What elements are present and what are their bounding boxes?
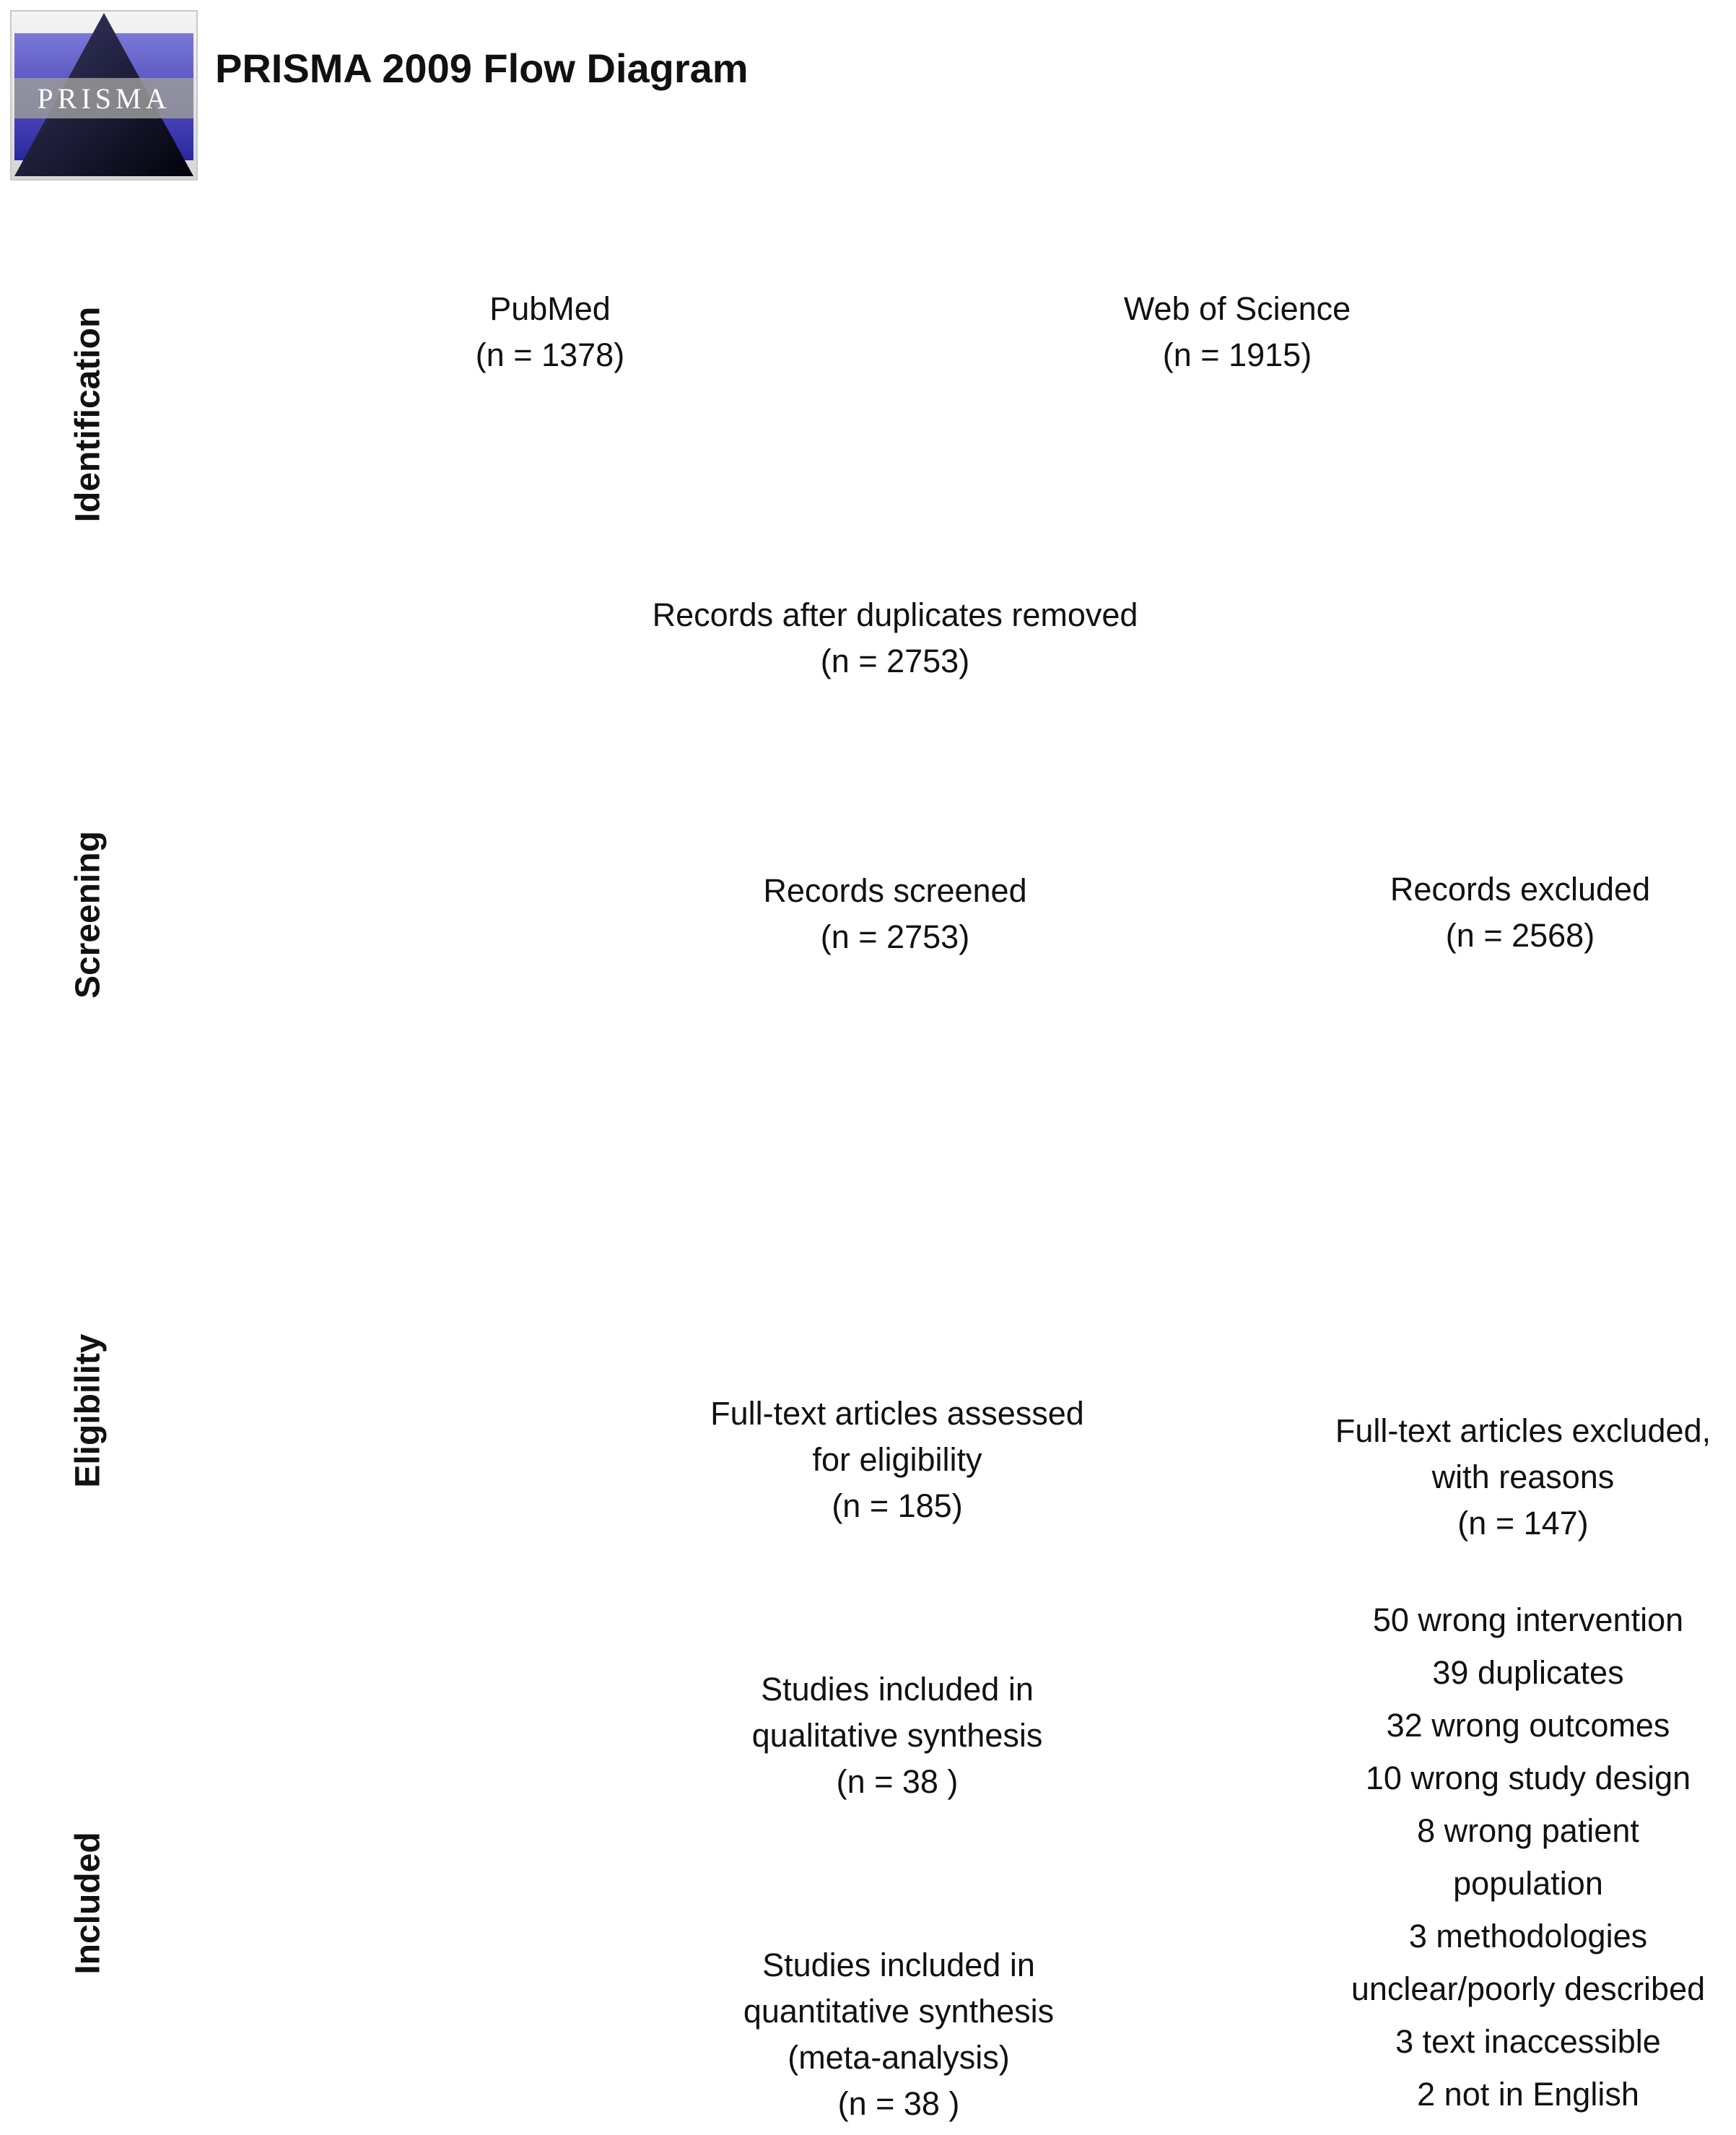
screened-label: Records screened (763, 872, 1027, 909)
prisma-logo (10, 10, 198, 181)
quantitative-line1: Studies included in (762, 1947, 1035, 1983)
box-pubmed (476, 286, 624, 378)
pubmed-count: (n = 1378) (475, 336, 625, 373)
excluded-label: Records excluded (1390, 871, 1651, 908)
exclusion-reason: 39 duplicates (1432, 1654, 1624, 1691)
exclusion-reason: 3 text inaccessible (1395, 2023, 1661, 2060)
excluded-count: (n = 2568) (1445, 917, 1595, 954)
exclusion-reason: population (1453, 1865, 1603, 1902)
fulltext-assessed-line1: Full-text articles assessed (710, 1395, 1084, 1432)
box-records-screened (763, 868, 1026, 960)
exclusion-reasons-list (1351, 1593, 1705, 2121)
quantitative-line3: (meta-analysis) (788, 2039, 1010, 2076)
qualitative-count: (n = 38 ) (836, 1763, 959, 1800)
box-web-of-science (1124, 286, 1351, 378)
box-fulltext-excluded (1335, 1408, 1711, 1547)
box-records-after-duplicates (653, 592, 1138, 684)
qualitative-line1: Studies included in (761, 1671, 1034, 1708)
quantitative-line2: quantitative synthesis (743, 1993, 1055, 2030)
web-of-science-count: (n = 1915) (1162, 336, 1312, 373)
quantitative-count: (n = 38 ) (837, 2085, 960, 2122)
exclusion-reason: 10 wrong study design (1365, 1760, 1691, 1796)
web-of-science-label: Web of Science (1123, 290, 1351, 327)
exclusion-reason: 2 not in English (1417, 2076, 1639, 2113)
box-qualitative-synthesis (752, 1666, 1043, 1805)
screened-count: (n = 2753) (820, 918, 970, 955)
after-duplicates-count: (n = 2753) (820, 643, 970, 679)
fulltext-assessed-line2: for eligibility (812, 1441, 982, 1478)
stage-label-identification: Identification (69, 306, 108, 523)
exclusion-reason: 3 methodologies (1408, 1918, 1648, 1954)
page-title: PRISMA 2009 Flow Diagram (215, 45, 749, 91)
exclusion-reason: 50 wrong intervention (1372, 1601, 1684, 1638)
fulltext-assessed-count: (n = 185) (832, 1487, 963, 1524)
stage-label-included: Included (69, 1832, 108, 1975)
fulltext-excluded-line2: with reasons (1431, 1458, 1615, 1495)
fulltext-excluded-count: (n = 147) (1457, 1505, 1589, 1542)
stage-label-screening: Screening (69, 830, 108, 999)
pubmed-label: PubMed (489, 290, 611, 327)
box-records-excluded (1390, 866, 1650, 959)
prisma-logo-graphic (12, 12, 196, 179)
exclusion-reason: 32 wrong outcomes (1386, 1707, 1670, 1744)
logo-text: PRISMA (37, 82, 171, 115)
qualitative-line2: qualitative synthesis (751, 1717, 1043, 1754)
exclusion-reason: 8 wrong patient (1417, 1812, 1639, 1849)
after-duplicates-label: Records after duplicates removed (652, 596, 1138, 633)
box-fulltext-assessed (710, 1391, 1084, 1529)
exclusion-reason: unclear/poorly described (1351, 1970, 1706, 2007)
box-quantitative-synthesis (743, 1942, 1054, 2127)
stage-label-eligibility: Eligibility (69, 1334, 108, 1488)
fulltext-excluded-line1: Full-text articles excluded, (1335, 1412, 1711, 1449)
